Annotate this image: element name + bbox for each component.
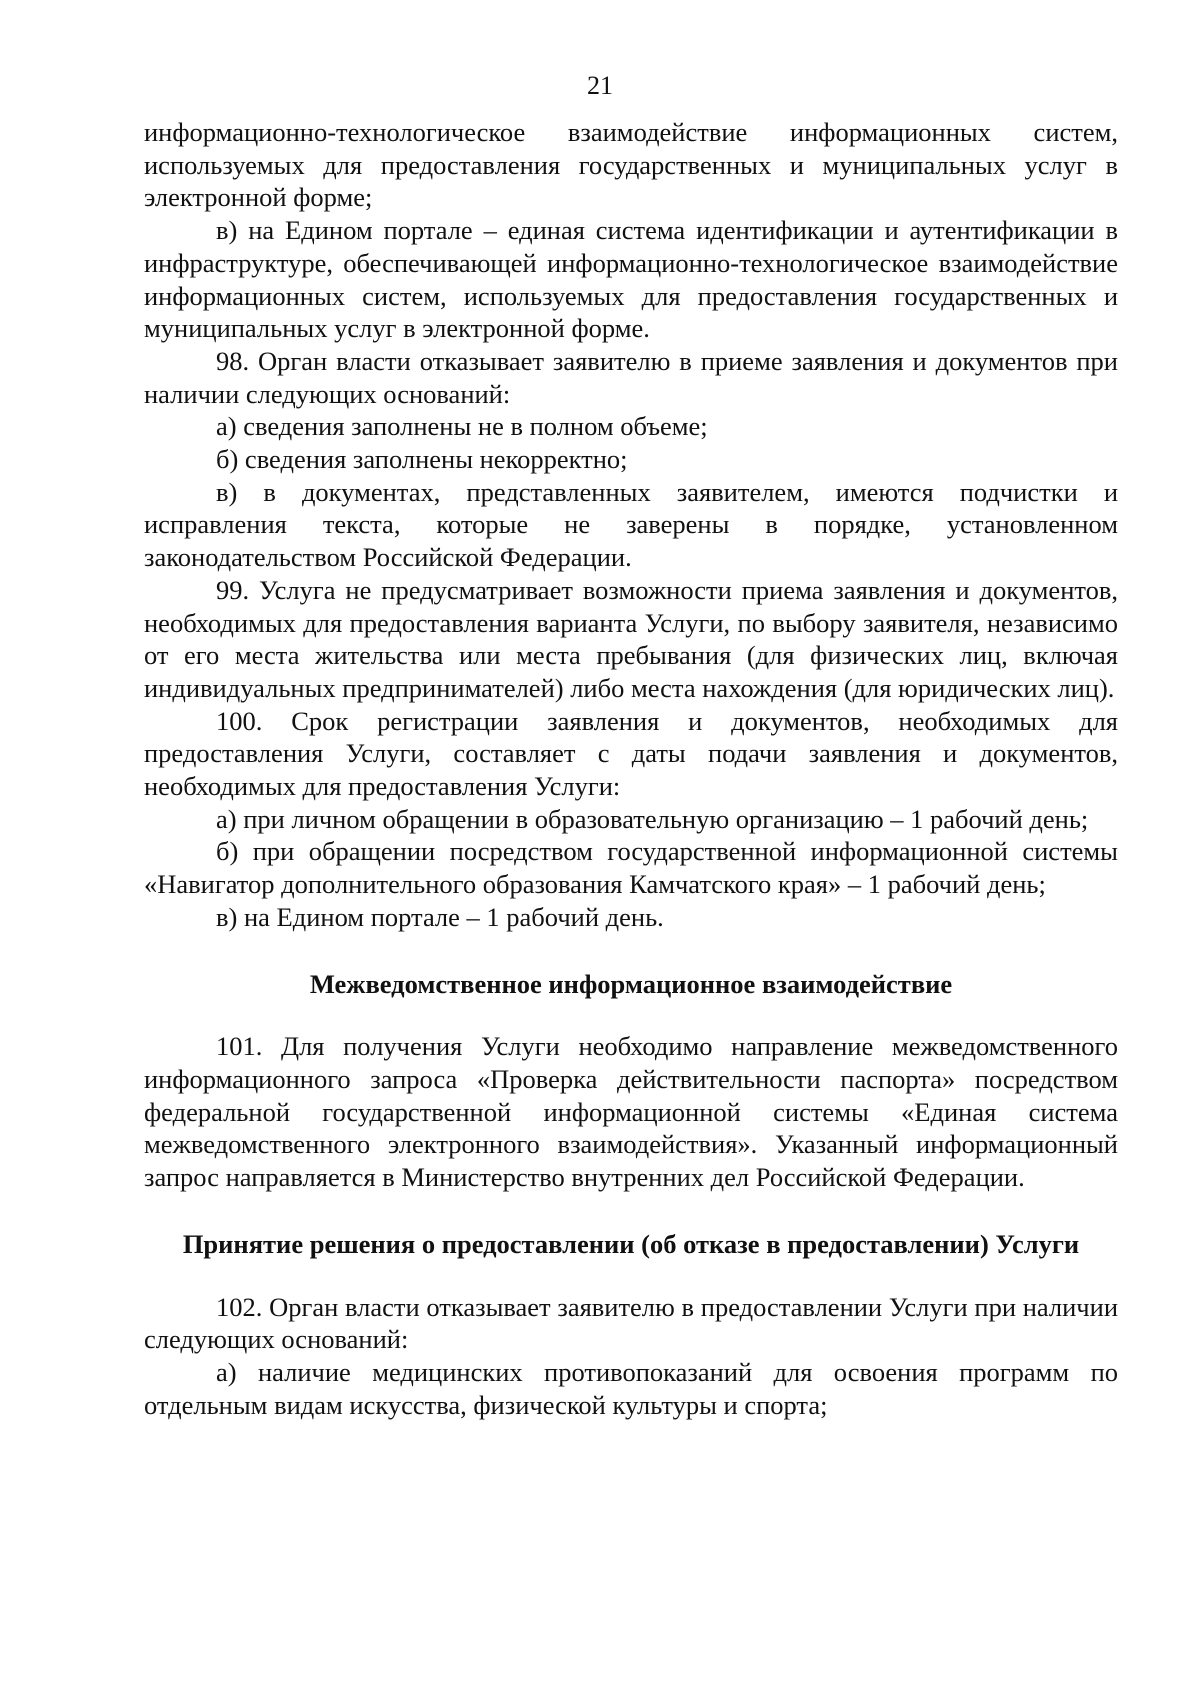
- paragraph: в) в документах, представленных заявителем, имеются подчистки и исправления текста, которые не заверены в порядке, установленном законодательством Российской Федерации.: [144, 476, 1118, 573]
- document-body: [144, 116, 1118, 1421]
- section-mid: [144, 1030, 1118, 1194]
- paragraph: 99. Услуга не предусматривает возможности приема заявления и документов, необходимых для предоставления варианта Услуги, по выбору заявителя, независимо от его места жительства или места пребывания (для физических лиц, включая индивидуальных предпринимателей) либо места нахождения (для юридических лиц).: [144, 574, 1118, 703]
- paragraph: 101. Для получения Услуги необходимо направление межведомственного информационного запроса «Проверка действительности паспорта» посредством федеральной государственной информационной системы «Единая система межведомственного электронного взаимодействия». Указанный информационный запрос направляется в Министерство внутренних дел Российской Федерации.: [144, 1031, 1118, 1193]
- section-heading: Принятие решения о предоставлении (об отказе в предоставлении) Услуги: [182, 1228, 1080, 1259]
- paragraph: а) сведения заполнены не в полном объеме;: [216, 411, 708, 442]
- paragraph: б) при обращении посредством государственной информационной системы «Навигатор дополнительного образования Камчатского края» – 1 рабочий день;: [144, 836, 1118, 900]
- section-top: [144, 116, 1118, 934]
- section-heading: Межведомственное информационное взаимодействие: [309, 968, 953, 999]
- paragraph: в) на Едином портале – единая система идентификации и аутентификации в инфраструктуре, обеспечивающей информационно-технологическое взаимодействие информационных систем, используемых для предоставления государственных и муниципальных услуг в электронной форме.: [144, 215, 1118, 344]
- paragraph: 100. Срок регистрации заявления и документов, необходимых для предоставления Услуги, составляет с даты подачи заявления и документов, необходимых для предоставления Услуги:: [144, 705, 1118, 802]
- section-heading-block: [144, 1228, 1118, 1261]
- page-number: 21: [587, 71, 613, 100]
- paragraph: б) сведения заполнены некорректно;: [216, 444, 628, 475]
- paragraph: информационно-технологическое взаимодействие информационных систем, используемых для предоставления государственных и муниципальных услуг в электронной форме;: [144, 117, 1118, 213]
- paragraph: 102. Орган власти отказывает заявителю в предоставлении Услуги при наличии следующих оснований:: [144, 1291, 1118, 1355]
- paragraph: 98. Орган власти отказывает заявителю в приеме заявления и документов при наличии следующих оснований:: [144, 345, 1118, 409]
- paragraph: а) при личном обращении в образовательную организацию – 1 рабочий день;: [216, 803, 1089, 834]
- section-heading-block: [144, 968, 1118, 1001]
- paragraph: а) наличие медицинских противопоказаний для освоения программ по отдельным видам искусства, физической культуры и спорта;: [144, 1356, 1118, 1420]
- paragraph: в) на Едином портале – 1 рабочий день.: [216, 901, 664, 932]
- section-bottom: [144, 1291, 1118, 1422]
